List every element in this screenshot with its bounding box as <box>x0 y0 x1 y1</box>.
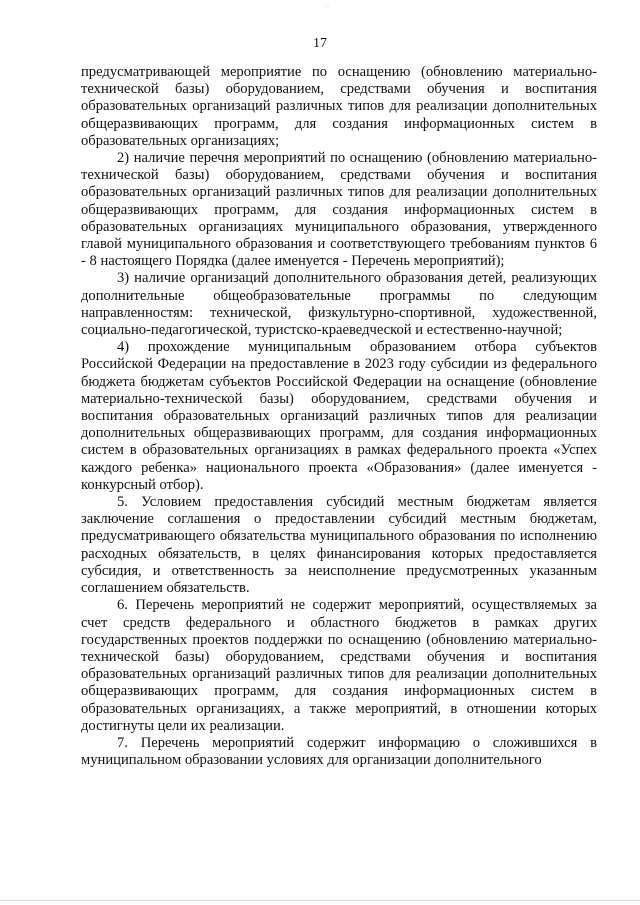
paragraph-clause-5: 5. Условием предоставления субсидий местным бюджетам является заключение соглашения о предоставлении субсидий местным бюджетам, предусматривающего обязательства муниципального образования по исполнению расходных обязательств, в целях финансирования которых предоставляется субсидия, и ответственность за неисполнение предусмотренных указанным соглашением обязательств. <box>81 494 597 597</box>
page-number: 17 <box>313 36 327 51</box>
paragraph-item-3: 3) наличие организаций дополнительного образования детей, реализующих дополнительные общеобразовательные программы по следующим направленностям: технической, физкультурно-спортивной, художественной, социально-педагогической, туристско-краеведческой и естественно-научной; <box>81 270 597 339</box>
paragraph-item-2: 2) наличие перечня мероприятий по оснащению (обновлению материально-технической базы) оборудованием, средствами обучения и воспитания образовательных организаций различных типов для реализации дополнительных общеразвивающих программ, для создания информационных систем в образовательных организациях муниципального образования, утвержденного главой муниципального образования и соответствующего требованиям пунктов 6 - 8 настоящего Порядка (далее именуется - Перечень мероприятий); <box>81 150 597 270</box>
paragraph-item-4: 4) прохождение муниципальным образованием отбора субъектов Российской Федерации на предоставление в 2023 году субсидии из федерального бюджета бюджетам субъектов Российской Федерации на оснащение (обновление материально-технической базы) оборудованием, средствами обучения и воспитания образовательных организаций различных типов для реализации дополнительных общеразвивающих программ, для создания информационных систем в образовательных организациях в рамках федерального проекта «Успех каждого ребенка» национального проекта «Образования» (далее именуется - конкурсный отбор). <box>81 339 597 493</box>
scan-edge-line <box>0 900 640 901</box>
paragraph-clause-7: 7. Перечень мероприятий содержит информацию о сложившихся в муниципальном образовании условиях для организации дополнительного <box>81 734 597 769</box>
paragraph-continuation: предусматривающей мероприятие по оснащению (обновлению материально-технической базы) оборудованием, средствами обучения и воспитания образовательных организаций различных типов для реализации дополнительных общеразвивающих программ, для создания информационных систем в образовательных организациях; <box>81 64 597 149</box>
scan-mark: ·:· <box>324 4 330 10</box>
document-body <box>81 64 597 769</box>
paragraph-clause-6: 6. Перечень мероприятий не содержит мероприятий, осуществляемых за счет средств федерального и областного бюджетов в рамках других государственных проектов поддержки по оснащению (обновлению материально-технической базы) оборудованием, средствами обучения и воспитания образовательных организаций различных типов для реализации дополнительных общеразвивающих программ, для создания информационных систем в образовательных организациях, а также мероприятий, в отношении которых достигнуты цели их реализации. <box>81 597 597 734</box>
